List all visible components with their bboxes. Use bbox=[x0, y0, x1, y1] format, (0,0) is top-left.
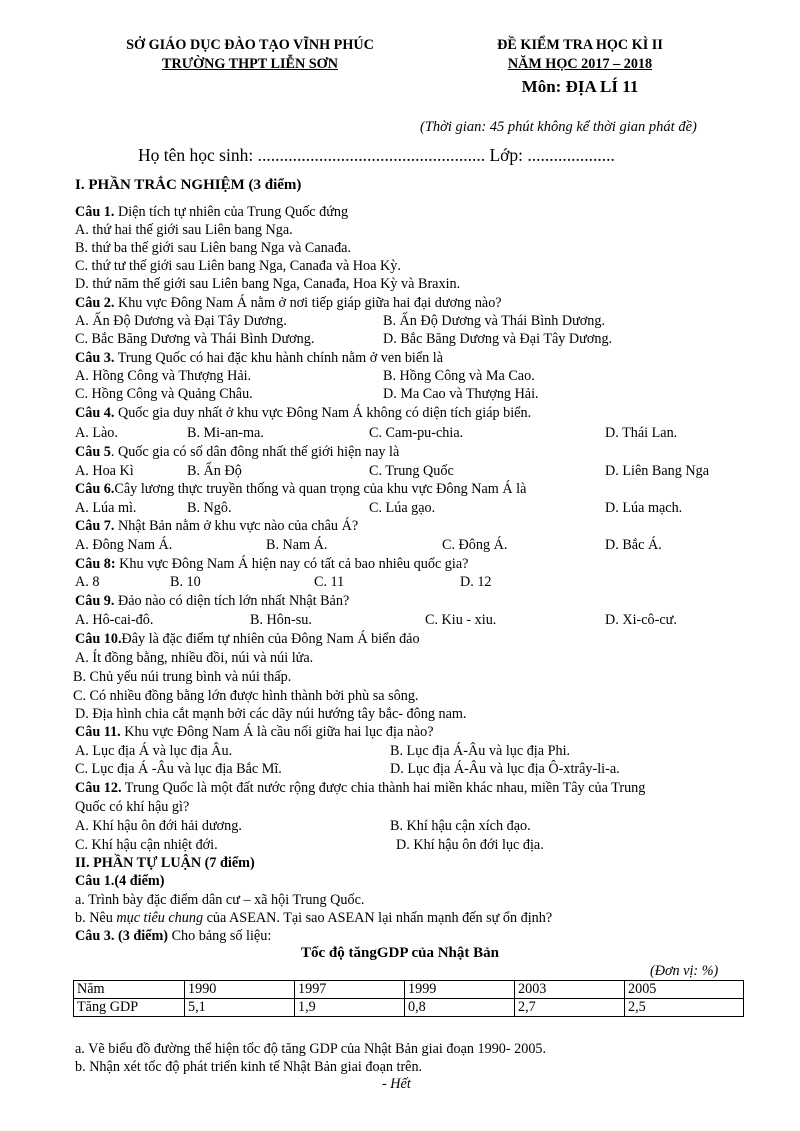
question-10 bbox=[75, 630, 420, 648]
student-info-line: Họ tên học sinh: .................................................... Lớp: .................... bbox=[138, 145, 615, 165]
essay-1a: a. Trình bày đặc điểm dân cư – xã hội Trung Quốc. bbox=[75, 892, 365, 908]
option-6c: C. Lúa gạo. bbox=[369, 500, 436, 516]
question-text: Khu vực Đông Nam Á nằm ở nơi tiếp giáp giữa hai đại dương nào? bbox=[114, 295, 502, 311]
option-10a: A. Ít đồng bằng, nhiều đồi, núi và núi lửa. bbox=[75, 650, 314, 666]
question-5 bbox=[75, 443, 399, 461]
question-text: Cây lương thực truyền thống và quan trọng của khu vực Đông Nam Á là bbox=[114, 481, 527, 497]
table-cell: Năm bbox=[74, 981, 185, 999]
essay-3 bbox=[75, 927, 271, 945]
essay-1b bbox=[75, 909, 552, 927]
section-2-title: II. PHẦN TỰ LUẬN (7 điểm) bbox=[75, 855, 255, 871]
option-10b: B. Chủ yếu núi trung bình và núi thấp. bbox=[73, 669, 292, 685]
section-1-title: I. PHẦN TRẮC NGHIỆM (3 điểm) bbox=[75, 177, 302, 193]
option-11b: B. Lục địa Á-Âu và lục địa Phi. bbox=[390, 743, 571, 759]
table-cell: 1997 bbox=[295, 981, 405, 999]
table-cell: 2005 bbox=[625, 981, 744, 999]
question-text: Khu vực Đông Nam Á là cầu nối giữa hai lục địa nào? bbox=[120, 724, 434, 740]
option-12d: D. Khí hậu ôn đới lục địa. bbox=[396, 837, 544, 853]
table-unit: (Đơn vị: %) bbox=[650, 963, 719, 979]
option-10c: C. Có nhiều đồng bằng lớn được hình thành bởi phù sa sông. bbox=[73, 688, 419, 704]
option-4c: C. Cam-pu-chia. bbox=[369, 425, 464, 441]
question-9 bbox=[75, 592, 349, 610]
question-label: Câu 10. bbox=[75, 631, 122, 647]
question-label: Câu 1. bbox=[75, 204, 115, 220]
question-text: Diện tích tự nhiên của Trung Quốc đứng bbox=[114, 204, 349, 220]
option-5c: C. Trung Quốc bbox=[369, 463, 454, 479]
option-5b: B. Ấn Độ bbox=[187, 463, 242, 479]
option-12c: C. Khí hậu cận nhiệt đới. bbox=[75, 837, 218, 853]
option-12a: A. Khí hậu ôn đới hải dương. bbox=[75, 818, 242, 834]
option-5d: D. Liên Bang Nga bbox=[605, 463, 710, 479]
question-1 bbox=[75, 203, 348, 221]
time-note: (Thời gian: 45 phút không kể thời gian phát đề) bbox=[420, 119, 697, 135]
essay-1-label: Câu 1.(4 điểm) bbox=[75, 873, 165, 889]
option-8b: B. 10 bbox=[170, 574, 201, 590]
option-6a: A. Lúa mì. bbox=[75, 500, 137, 516]
table-title: Tốc độ tăngGDP của Nhật Bản bbox=[301, 945, 499, 961]
option-9b: B. Hôn-su. bbox=[250, 612, 312, 628]
question-8 bbox=[75, 555, 468, 573]
option-4a: A. Lào. bbox=[75, 425, 118, 441]
option-1c: C. thứ tư thế giới sau Liên bang Nga, Canađa và Hoa Kỳ. bbox=[75, 258, 401, 274]
question-text: . Quốc gia có số dân đông nhất thế giới hiện nay là bbox=[110, 444, 400, 460]
question-label: Câu 7. bbox=[75, 518, 115, 534]
question-7 bbox=[75, 517, 358, 535]
option-4b: B. Mi-an-ma. bbox=[187, 425, 264, 441]
gdp-table bbox=[73, 980, 744, 1017]
option-3a: A. Hồng Công và Thượng Hải. bbox=[75, 368, 252, 384]
option-9c: C. Kiu - xiu. bbox=[425, 612, 497, 628]
question-label: Câu 5 bbox=[75, 444, 111, 460]
question-label: Câu 6. bbox=[75, 481, 115, 497]
option-2b: B. Ấn Độ Dương và Thái Bình Dương. bbox=[383, 313, 606, 329]
option-6d: D. Lúa mạch. bbox=[605, 500, 683, 516]
option-3c: C. Hồng Công và Quảng Châu. bbox=[75, 386, 253, 402]
option-7b: B. Nam Á. bbox=[266, 537, 328, 553]
question-label: Câu 11. bbox=[75, 724, 121, 740]
question-4 bbox=[75, 404, 531, 422]
option-6b: B. Ngô. bbox=[187, 500, 232, 516]
option-3d: D. Ma Cao và Thượng Hải. bbox=[383, 386, 539, 402]
question-label: Câu 12. bbox=[75, 780, 122, 796]
table-cell: 5,1 bbox=[185, 999, 295, 1017]
question-label: Câu 4. bbox=[75, 405, 115, 421]
option-9d: D. Xi-cô-cư. bbox=[605, 612, 677, 628]
table-cell: 2003 bbox=[515, 981, 625, 999]
table-cell: Tăng GDP bbox=[74, 999, 185, 1017]
question-label: Câu 8: bbox=[75, 556, 116, 572]
table-row bbox=[74, 981, 744, 999]
question-label: Câu 2. bbox=[75, 295, 115, 311]
task-a: a. Vẽ biểu đồ đường thể hiện tốc độ tăng GDP của Nhật Bản giai đoạn 1990- 2005. bbox=[75, 1041, 547, 1057]
school-name: TRƯỜNG THPT LIỄN SƠN bbox=[162, 56, 338, 72]
essay-3-text: Cho bảng số liệu: bbox=[168, 928, 272, 944]
question-text: Quốc gia duy nhất ở khu vực Đông Nam Á không có diện tích giáp biển. bbox=[114, 405, 532, 421]
option-7a: A. Đông Nam Á. bbox=[75, 537, 173, 553]
question-text: Nhật Bản nằm ở khu vực nào của châu Á? bbox=[114, 518, 359, 534]
table-cell: 2,5 bbox=[625, 999, 744, 1017]
option-3b: B. Hồng Công và Ma Cao. bbox=[383, 368, 535, 384]
option-2d: D. Bắc Băng Dương và Đại Tây Dương. bbox=[383, 331, 613, 347]
option-7d: D. Bắc Á. bbox=[605, 537, 662, 553]
option-1b: B. thứ ba thế giới sau Liên bang Nga và Canađa. bbox=[75, 240, 352, 256]
option-8c: C. 11 bbox=[314, 574, 345, 590]
option-4d: D. Thái Lan. bbox=[605, 425, 678, 441]
option-11c: C. Lục địa Á -Âu và lục địa Bắc Mĩ. bbox=[75, 761, 282, 777]
question-text: Khu vực Đông Nam Á hiện nay có tất cả bao nhiêu quốc gia? bbox=[115, 556, 469, 572]
question-label: Câu 3. bbox=[75, 350, 115, 366]
question-text: Trung Quốc là một đất nước rộng được chia thành hai miền khác nhau, miền Tây của Trung bbox=[121, 780, 646, 796]
table-cell: 1999 bbox=[405, 981, 515, 999]
exam-title: ĐỀ KIỂM TRA HỌC KÌ II bbox=[497, 37, 663, 53]
question-label: Câu 9. bbox=[75, 593, 115, 609]
essay-1b-post: của ASEAN. Tại sao ASEAN lại nhấn mạnh đến sự ổn định? bbox=[203, 910, 553, 926]
option-2c: C. Bắc Băng Dương và Thái Bình Dương. bbox=[75, 331, 315, 347]
option-5a: A. Hoa Kì bbox=[75, 463, 134, 479]
question-6 bbox=[75, 480, 526, 498]
table-row bbox=[74, 999, 744, 1017]
option-7c: C. Đông Á. bbox=[442, 537, 508, 553]
essay-1b-pre: b. Nêu bbox=[75, 910, 117, 926]
question-text: Trung Quốc có hai đặc khu hành chính nằm ở ven biển là bbox=[114, 350, 444, 366]
table-cell: 1,9 bbox=[295, 999, 405, 1017]
end-mark: - Hết bbox=[382, 1076, 411, 1092]
question-12-continued: Quốc có khí hậu gì? bbox=[75, 799, 190, 815]
option-2a: A. Ấn Độ Dương và Đại Tây Dương. bbox=[75, 313, 287, 329]
option-8a: A. 8 bbox=[75, 574, 100, 590]
option-9a: A. Hô-cai-đô. bbox=[75, 612, 154, 628]
option-1a: A. thứ hai thế giới sau Liên bang Nga. bbox=[75, 222, 293, 238]
subject: Môn: ĐỊA LÍ 11 bbox=[521, 77, 639, 96]
essay-3-label: Câu 3. (3 điểm) bbox=[75, 928, 169, 944]
question-3 bbox=[75, 349, 443, 367]
question-2 bbox=[75, 294, 502, 312]
question-12 bbox=[75, 779, 645, 797]
option-12b: B. Khí hậu cận xích đạo. bbox=[390, 818, 531, 834]
option-11d: D. Lục địa Á-Âu và lục địa Ô-xtrây-li-a. bbox=[390, 761, 620, 777]
table-cell: 0,8 bbox=[405, 999, 515, 1017]
department-name: SỞ GIÁO DỤC ĐÀO TẠO VĨNH PHÚC bbox=[126, 37, 374, 53]
option-8d: D. 12 bbox=[460, 574, 492, 590]
question-text: Đây là đặc điểm tự nhiên của Đông Nam Á biển đảo bbox=[121, 631, 420, 647]
school-year: NĂM HỌC 2017 – 2018 bbox=[507, 56, 653, 72]
option-10d: D. Địa hình chia cắt mạnh bởi các dãy núi hướng tây bắc- đông nam. bbox=[75, 706, 467, 722]
question-text: Đảo nào có diện tích lớn nhất Nhật Bản? bbox=[114, 593, 350, 609]
option-11a: A. Lục địa Á và lục địa Âu. bbox=[75, 743, 233, 759]
essay-1b-italic: mục tiêu chung bbox=[116, 910, 204, 926]
task-b: b. Nhận xét tốc độ phát triển kinh tế Nhật Bản giai đoạn trên. bbox=[75, 1059, 423, 1075]
option-1d: D. thứ năm thế giới sau Liên bang Nga, Canađa, Hoa Kỳ và Braxin. bbox=[75, 276, 461, 292]
question-11 bbox=[75, 723, 434, 741]
table-cell: 2,7 bbox=[515, 999, 625, 1017]
table-cell: 1990 bbox=[185, 981, 295, 999]
